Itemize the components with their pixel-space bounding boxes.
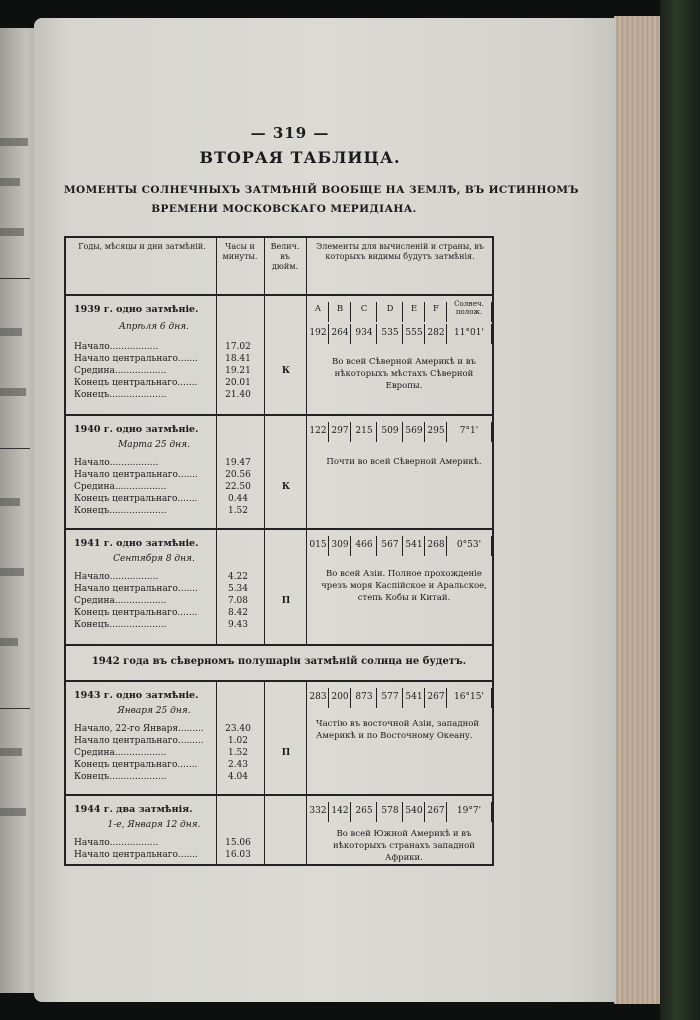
element-f: 268 [427, 540, 445, 550]
phase-label: Начало центральнаго......... [74, 736, 204, 746]
element-header-d: D [386, 304, 394, 314]
phase-time: 20.01 [225, 378, 251, 388]
phase-label: Начало центральнаго....... [74, 354, 198, 364]
element-c: 215 [355, 426, 373, 436]
visibility-description: Во всей Южной Америкѣ и въ нѣкоторыхъ странахъ западной Африки. [333, 829, 475, 863]
eclipse-row-1943 [66, 682, 492, 794]
phase-label: Конецъ.................... [74, 506, 167, 516]
phase-label: Конецъ центральнаго....... [74, 608, 198, 618]
phase-label: Начало центральнаго....... [74, 584, 198, 594]
table-subtitle-line-1: МОМЕНТЫ СОЛНЕЧНЫХЪ ЗАТМѢНІЙ ВООБЩЕ НА ЗЕМЛѢ, ВЪ ИСТИННОМЪ [64, 184, 579, 196]
eclipse-magnitude: К [281, 482, 291, 492]
eclipse-magnitude: П [281, 748, 291, 758]
element-b: 200 [331, 692, 349, 702]
eclipse-table [64, 236, 494, 866]
phase-label: Начало центральнаго....... [74, 850, 198, 860]
element-header-e: E [410, 304, 418, 314]
phase-time: 20.56 [225, 470, 251, 480]
phase-label: Средина.................. [74, 366, 167, 376]
book-cover [660, 0, 700, 1020]
element-a: 122 [309, 426, 327, 436]
eclipse-date: Января 25 дня. [117, 706, 191, 716]
eclipse-magnitude: П [281, 596, 291, 606]
note-1942: 1942 года въ сѣверномъ полушаріи затмѣній солнца не будетъ. [91, 656, 467, 667]
element-d: 509 [381, 426, 399, 436]
phase-time: 19.21 [225, 366, 251, 376]
element-sun-position: 16°15' [454, 692, 484, 702]
phase-label: Конецъ.................... [74, 620, 167, 630]
element-f: 282 [427, 328, 445, 338]
phase-label: Средина.................. [74, 748, 167, 758]
eclipse-date: Сентября 8 дня. [113, 554, 195, 564]
eclipse-year: 1941 г. одно затмѣніе. [74, 538, 199, 549]
element-c: 873 [355, 692, 373, 702]
visibility-description: Во всей Сѣверной Америкѣ и въ нѣкоторыхъ мѣстахъ Сѣверной Европы. [332, 357, 476, 391]
phase-time: 8.42 [227, 608, 249, 618]
phase-time: 18.41 [225, 354, 251, 364]
phase-time: 4.04 [227, 772, 249, 782]
element-f: 295 [427, 426, 445, 436]
eclipse-year: 1943 г. одно затмѣніе. [74, 690, 199, 701]
element-e: 555 [405, 328, 423, 338]
phase-label: Конецъ центральнаго....... [74, 378, 198, 388]
phase-time: 4.22 [227, 572, 249, 582]
header-magnitude: Велич. въ дюйм. [270, 242, 300, 271]
element-b: 309 [331, 540, 349, 550]
element-header-f: F [433, 304, 439, 314]
element-d: 578 [381, 806, 399, 816]
element-header-sun-position: Солнеч. полож. [454, 300, 484, 316]
phase-time: 0.44 [227, 494, 249, 504]
table-title: ВТОРАЯ ТАБЛИЦА. [199, 148, 401, 167]
eclipse-row-1944 [66, 796, 492, 864]
element-c: 466 [355, 540, 373, 550]
element-f: 267 [427, 806, 445, 816]
element-a: 332 [309, 806, 327, 816]
element-b: 297 [331, 426, 349, 436]
element-f: 267 [427, 692, 445, 702]
visibility-description: Почти во всей Сѣверной Америкѣ. [326, 457, 482, 467]
phase-label: Начало................. [74, 458, 159, 468]
element-a: 283 [309, 692, 327, 702]
element-sun-position: 19°7' [456, 806, 482, 816]
eclipse-date: Марта 25 дня. [118, 440, 190, 450]
eclipse-date: 1-е, Января 12 дня. [107, 820, 201, 830]
phase-label: Начало................. [74, 838, 159, 848]
element-header-c: C [360, 304, 368, 314]
element-sun-position: 0°53' [456, 540, 482, 550]
header-dates: Годы, мѣсяцы и дни затмѣній. [78, 242, 206, 251]
phase-time: 22.50 [225, 482, 251, 492]
phase-label: Конецъ центральнаго....... [74, 494, 198, 504]
table-subtitle-line-2: ВРЕМЕНИ МОСКОВСКАГО МЕРИДІАНА. [151, 203, 417, 215]
visibility-description: Частію въ восточной Азіи, западной Америкѣ и по Восточному Океану. [316, 719, 480, 741]
eclipse-magnitude: К [281, 366, 291, 376]
eclipse-year: 1944 г. два затмѣнія. [74, 804, 193, 815]
eclipse-year: 1940 г. одно затмѣніе. [74, 424, 199, 435]
element-d: 535 [381, 328, 399, 338]
phase-label: Начало центральнаго....... [74, 470, 198, 480]
phase-label: Начало................. [74, 342, 159, 352]
element-c: 934 [355, 328, 373, 338]
element-d: 577 [381, 692, 399, 702]
phase-label: Средина.................. [74, 596, 167, 606]
header-times: Часы и минуты. [222, 242, 258, 261]
element-sun-position: 11°01' [454, 328, 484, 338]
page-number: — 319 — [250, 124, 330, 142]
element-header-b: B [336, 304, 344, 314]
page-edges [614, 16, 666, 1004]
phase-label: Средина.................. [74, 482, 167, 492]
eclipse-row-1939 [66, 296, 492, 414]
phase-label: Начало................. [74, 572, 159, 582]
element-e: 541 [405, 692, 423, 702]
element-a: 015 [309, 540, 327, 550]
phase-label: Конецъ.................... [74, 772, 167, 782]
eclipse-date: Апрѣля 6 дня. [119, 322, 189, 332]
phase-time: 15.06 [225, 838, 251, 848]
eclipse-row-1940 [66, 416, 492, 528]
phase-time: 7.08 [227, 596, 249, 606]
phase-time: 19.47 [225, 458, 251, 468]
phase-label: Конецъ центральнаго....... [74, 760, 198, 770]
eclipse-year: 1939 г. одно затмѣніе. [74, 304, 199, 315]
element-c: 265 [355, 806, 373, 816]
element-b: 142 [331, 806, 349, 816]
element-e: 569 [405, 426, 423, 436]
header-elements: Элементы для вычисленій и страны, въ которыхъ видимы будутъ затмѣнія. [316, 242, 484, 261]
element-a: 192 [309, 328, 327, 338]
phase-time: 9.43 [227, 620, 249, 630]
element-header-a: A [314, 304, 322, 314]
phase-time: 1.52 [227, 748, 249, 758]
element-b: 264 [331, 328, 349, 338]
visibility-description: Во всей Азіи. Полное прохожденіе чрезъ моря Каспійское и Аральское, степь Кобы и Китай. [321, 569, 487, 603]
phase-label: Начало, 22-го Января......... [74, 724, 204, 734]
element-e: 540 [405, 806, 423, 816]
element-e: 541 [405, 540, 423, 550]
phase-time: 5.34 [227, 584, 249, 594]
element-sun-position: 7°1' [459, 426, 479, 436]
phase-label: Конецъ.................... [74, 390, 167, 400]
phase-time: 2.43 [227, 760, 249, 770]
phase-time: 1.02 [227, 736, 249, 746]
phase-time: 16.03 [225, 850, 251, 860]
eclipse-row-1941 [66, 530, 492, 644]
phase-time: 23.40 [225, 724, 251, 734]
phase-time: 1.52 [227, 506, 249, 516]
phase-time: 17.02 [225, 342, 251, 352]
element-d: 567 [381, 540, 399, 550]
phase-time: 21.40 [225, 390, 251, 400]
